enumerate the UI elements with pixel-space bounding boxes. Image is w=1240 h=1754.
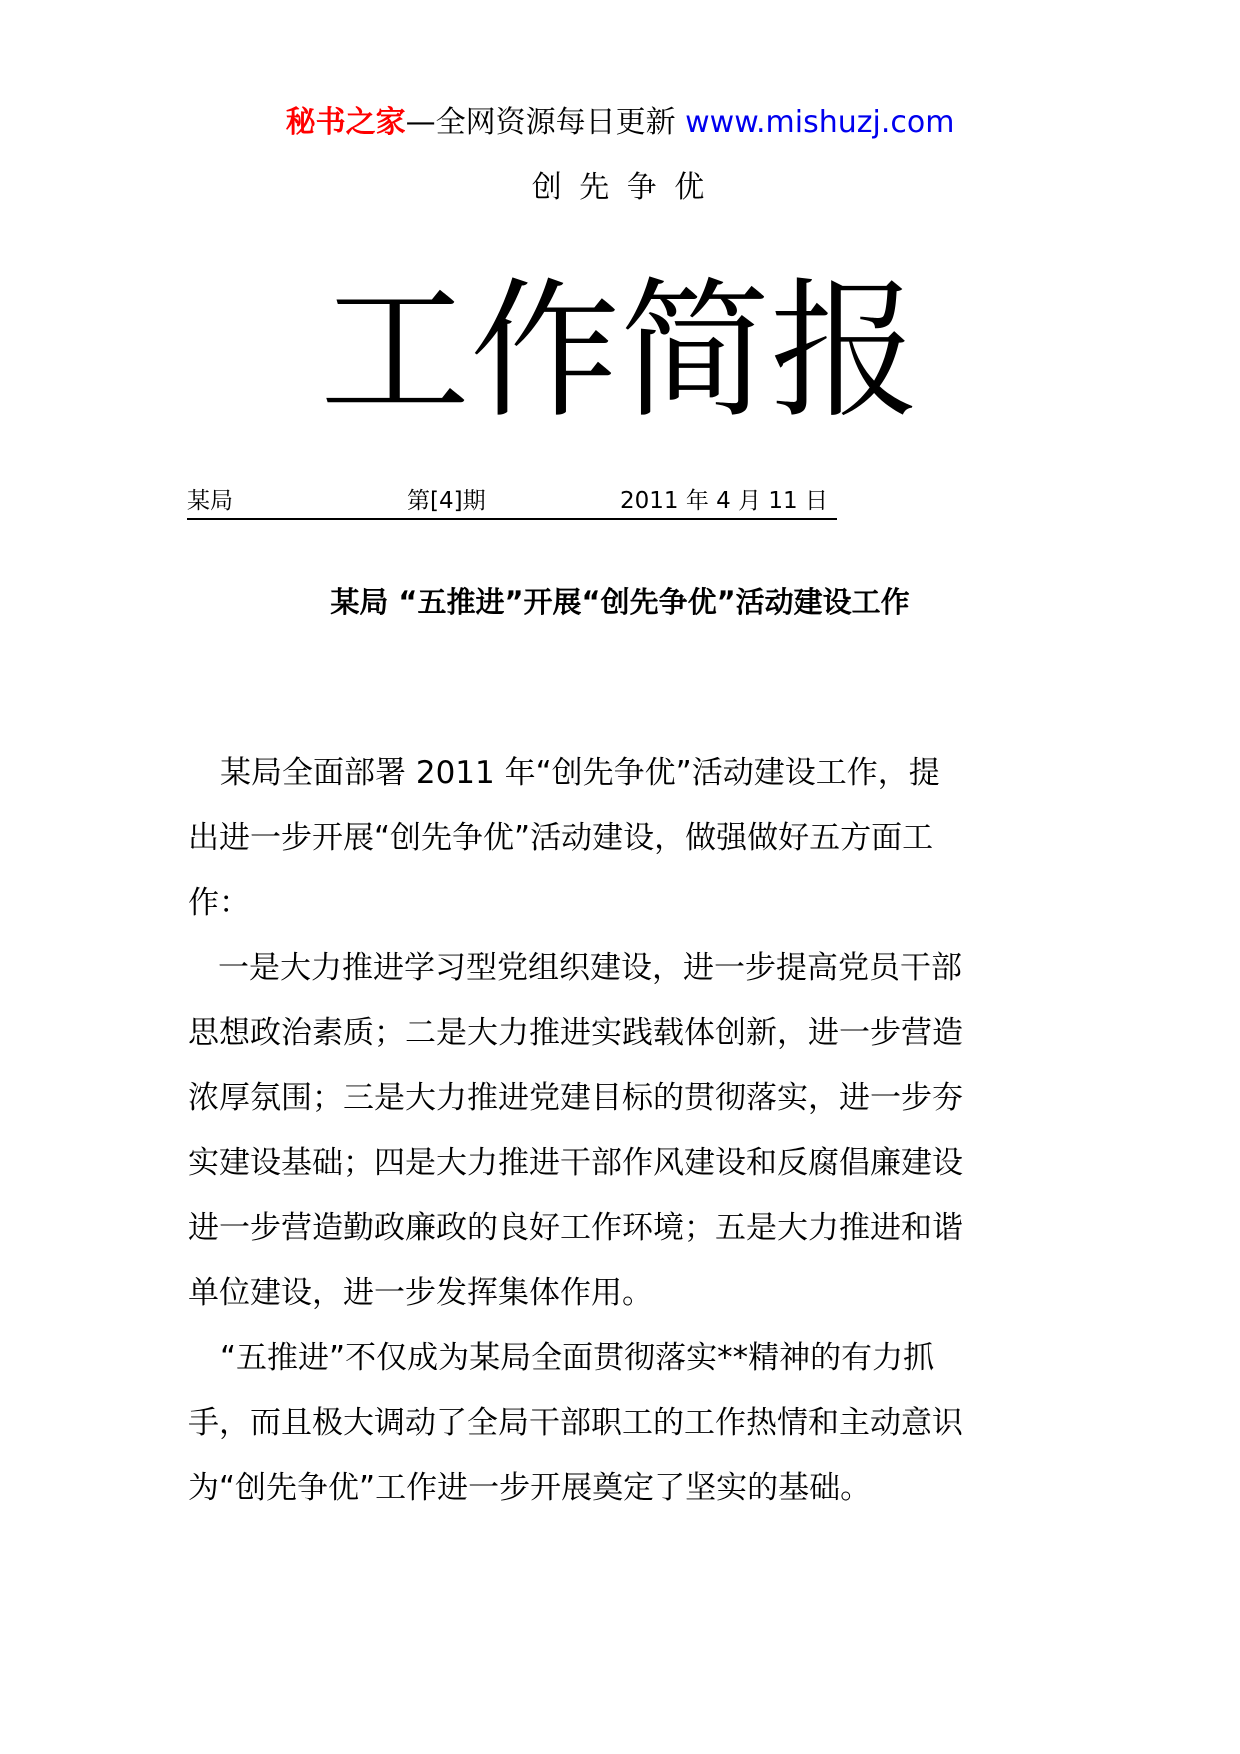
body-line: 出进一步开展“创先争优”活动建设，做强做好五方面工 <box>188 820 934 856</box>
issue-meta-line <box>187 486 837 520</box>
meta-date: 2011 年 4 月 11 日 <box>620 488 828 514</box>
body-line: “五推进”不仅成为某局全面贯彻落实**精神的有力抓 <box>220 1340 935 1376</box>
site-tagline: —全网资源每日更新 <box>405 105 686 140</box>
site-url-link[interactable]: www.mishuzj.com <box>685 105 955 140</box>
body-line: 某局全面部署 2011 年“创先争优”活动建设工作，提 <box>220 755 940 791</box>
meta-issue-number: 第[4]期 <box>407 488 486 514</box>
article-headline: 某局 “五推进”开展“创先争优”活动建设工作 <box>330 585 910 619</box>
body-line: 为“创先争优”工作进一步开展奠定了坚实的基础。 <box>188 1470 872 1506</box>
bulletin-title: 工作简报 <box>319 265 920 439</box>
body-line: 一是大力推进学习型党组织建设，进一步提高党员干部 <box>218 950 962 986</box>
body-line: 实建设基础；四是大力推进干部作风建设和反腐倡廉建设 <box>188 1145 963 1181</box>
body-line: 思想政治素质；二是大力推进实践载体创新，进一步营造 <box>188 1015 963 1051</box>
site-header <box>0 103 1240 143</box>
site-name: 秘书之家 <box>285 105 406 140</box>
body-line: 浓厚氛围；三是大力推进党建目标的贯彻落实，进一步夯 <box>188 1080 963 1116</box>
body-line: 进一步营造勤政廉政的良好工作环境；五是大力推进和谐 <box>188 1210 963 1246</box>
body-line: 手，而且极大调动了全局干部职工的工作热情和主动意识 <box>188 1405 963 1441</box>
meta-org: 某局 <box>187 488 233 514</box>
body-line: 作： <box>188 885 250 921</box>
body-line: 单位建设，进一步发挥集体作用。 <box>188 1275 653 1311</box>
campaign-label: 创 先 争 优 <box>531 170 709 205</box>
